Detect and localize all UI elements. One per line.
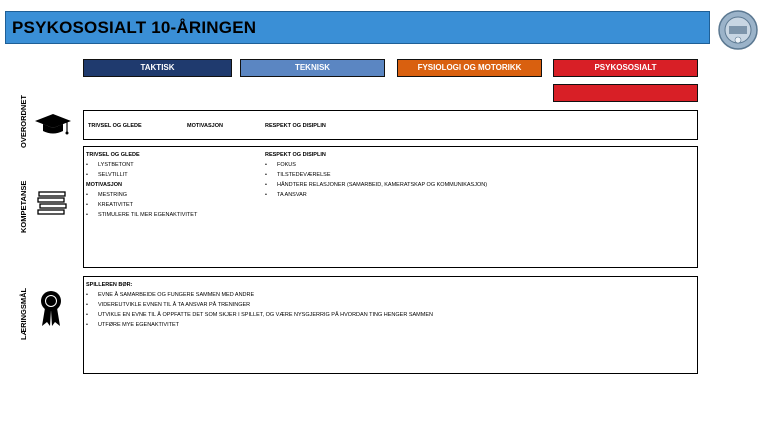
kompetanse-heading: RESPEKT OG DISIPLIN — [265, 152, 326, 158]
list-item: • VIDEREUTVIKLE EVNEN TIL Å TA ANSVAR PÅ TRENINGER — [86, 300, 433, 310]
laeringsmal-list — [86, 280, 433, 330]
list-item: • EVNE Å SAMARBEIDE OG FUNGERE SAMMEN MED ANDRE — [86, 290, 433, 300]
laeringsmal-heading: SPILLEREN BØR: — [86, 282, 133, 288]
overordnet-item: MOTIVASJON — [187, 123, 223, 129]
kompetanse-box — [83, 146, 698, 268]
list-item: • MESTRING — [86, 190, 197, 200]
laeringsmal-box — [83, 276, 698, 374]
overordnet-item: TRIVSEL OG GLEDE — [88, 123, 142, 129]
page-title: PSYKOSOSIALT 10-ÅRINGEN — [12, 18, 257, 37]
club-logo-icon — [718, 10, 758, 50]
list-item: • TA ANSVAR — [265, 190, 487, 200]
title-bar — [5, 11, 710, 44]
tab-psykososialt[interactable]: PSYKOSOSIALT — [553, 59, 698, 77]
section-label-kompetanse: KOMPETANSE — [19, 180, 28, 233]
section-label-overordnet: OVERORDNET — [19, 95, 28, 148]
kompetanse-col2 — [265, 150, 487, 200]
books-icon — [37, 190, 67, 216]
list-item: • LYSTBETONT — [86, 160, 197, 170]
list-item: • FOKUS — [265, 160, 487, 170]
list-item: • SELVTILLIT — [86, 170, 197, 180]
kompetanse-col1 — [86, 150, 197, 220]
list-item: • STIMULERE TIL MER EGENAKTIVITET — [86, 210, 197, 220]
section-label-laeringsmal: LÆRINGSMÅL — [19, 287, 28, 340]
tab-taktisk[interactable]: TAKTISK — [83, 59, 232, 77]
list-item: • UTFØRE MYE EGENAKTIVITET — [86, 320, 433, 330]
psykososialt-subtab[interactable] — [553, 84, 698, 102]
award-ribbon-icon — [40, 290, 62, 328]
kompetanse-heading: MOTIVASJON — [86, 182, 122, 188]
tab-teknisk[interactable]: TEKNISK — [240, 59, 385, 77]
kompetanse-heading: TRIVSEL OG GLEDE — [86, 152, 140, 158]
list-item: • TILSTEDEVÆRELSE — [265, 170, 487, 180]
overordnet-item: RESPEKT OG DISIPLIN — [265, 123, 326, 129]
tab-fysiologi-og-motorikk[interactable]: FYSIOLOGI OG MOTORIKK — [397, 59, 542, 77]
graduation-cap-icon — [34, 112, 72, 136]
list-item: • KREATIVITET — [86, 200, 197, 210]
overordnet-box — [83, 110, 698, 140]
list-item: • HÅNDTERE RELASJONER (SAMARBEID, KAMERATSKAP OG KOMMUNIKASJON) — [265, 180, 487, 190]
list-item: • UTVIKLE EN EVNE TIL Å OPPFATTE DET SOM SKJER I SPILLET, OG VÆRE NYSGJERRIG PÅ HVORDAN TING HENGER SAMMEN — [86, 310, 433, 320]
